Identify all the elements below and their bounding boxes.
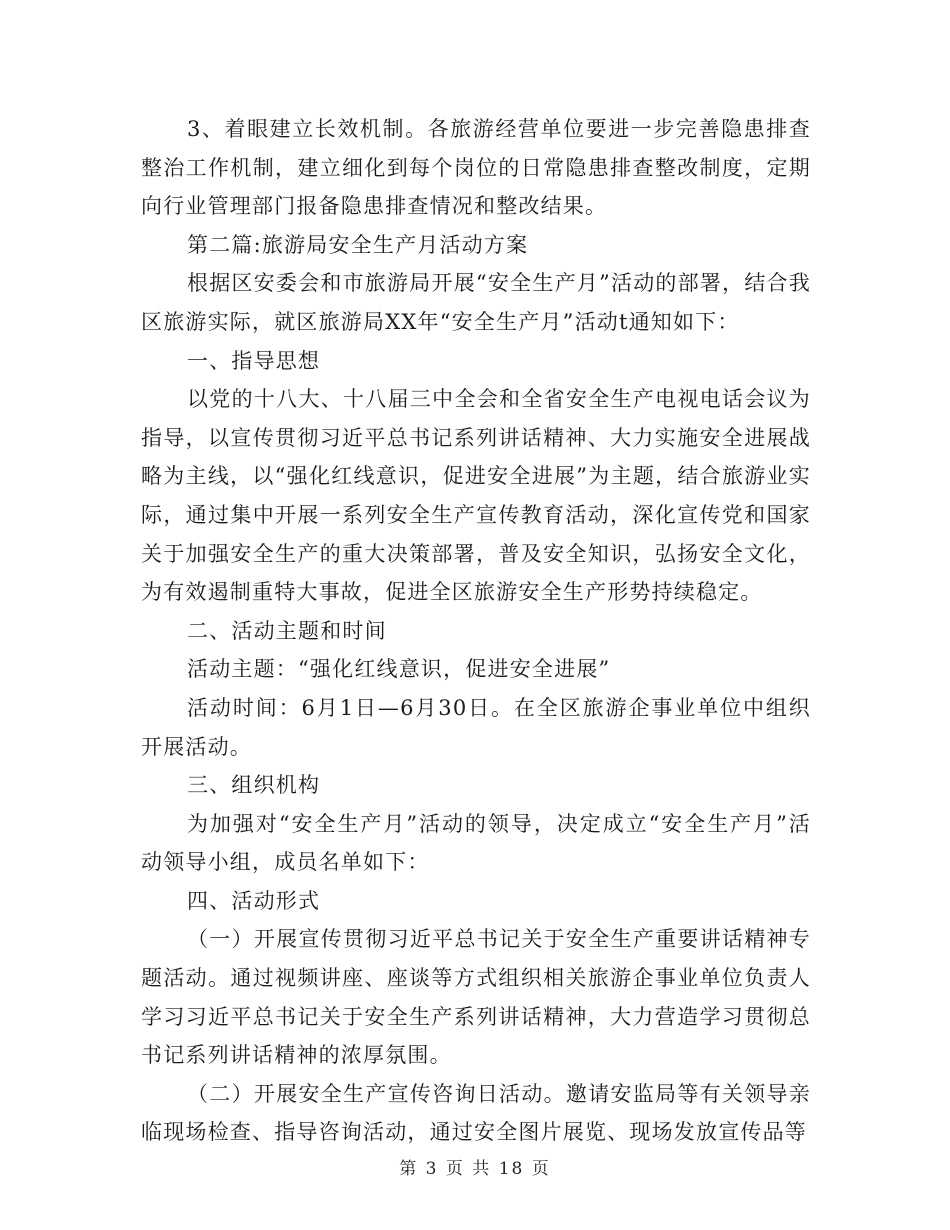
paragraph-activity-2: （二）开展安全生产宣传咨询日活动。邀请安监局等有关领导亲临现场检查、指导咨询活动，通过安全图片展览、现场发放宣传品等: [141, 1081, 811, 1145]
paragraph-3: 根据区安委会和市旅游局开展“安全生产月”活动的部署，结合我区旅游实际，就区旅游局XX年“安全生产月”活动t通知如下：: [141, 271, 811, 334]
paragraph-organization: 为加强对“安全生产月”活动的领导，决定成立“安全生产月”活动领导小组，成员名单如下：: [141, 811, 811, 875]
heading-organization: 三、组织机构: [187, 773, 321, 798]
paragraph-5: 以党的十八大、十八届三中全会和全省安全生产电视电话会议为指导，以宣传贯彻习近平总书记系列讲话精神、大力实施安全进展战略为主线，以“强化红线意识，促进安全进展”为主题，结合旅游业实际，通过集中开展一系列安全生产宣传教育活动，深化宣传党和国家关于加强安全生产的重大决策部署，普及安全知识，弘扬安全文化，为有效遏制重特大事故，促进全区旅游安全生产形势持续稳定。: [141, 387, 811, 605]
paragraph-theme: 活动主题：“强化红线意识，促进安全进展”: [187, 657, 611, 682]
heading-guiding-thought: 一、指导思想: [187, 348, 321, 373]
heading-activity-form: 四、活动形式: [187, 888, 321, 913]
paragraph-activity-1: （一）开展宣传贯彻习近平总书记关于安全生产重要讲话精神专题活动。通过视频讲座、座谈等方式组织相关旅游企事业单位负责人学习习近平总书记关于安全生产系列讲话精神，大力营造学习贯彻总书记系列讲话精神的浓厚氛围。: [141, 927, 811, 1068]
paragraph-1: 3、着眼建立长效机制。各旅游经营单位要进一步完善隐患排查整治工作机制，建立细化到每个岗位的日常隐患排查整改制度，定期向行业管理部门报备隐患排查情况和整改结果。: [141, 117, 811, 219]
paragraph-time: 活动时间：6月1日—6月30日。在全区旅游企事业单位中组织开展活动。: [141, 695, 811, 759]
section-title-2: 第二篇:旅游局安全生产月活动方案: [187, 232, 529, 257]
heading-theme-time: 二、活动主题和时间: [187, 618, 387, 643]
document-body: [141, 110, 811, 1152]
page-footer: 第 3 页 共 18 页: [399, 1159, 551, 1179]
